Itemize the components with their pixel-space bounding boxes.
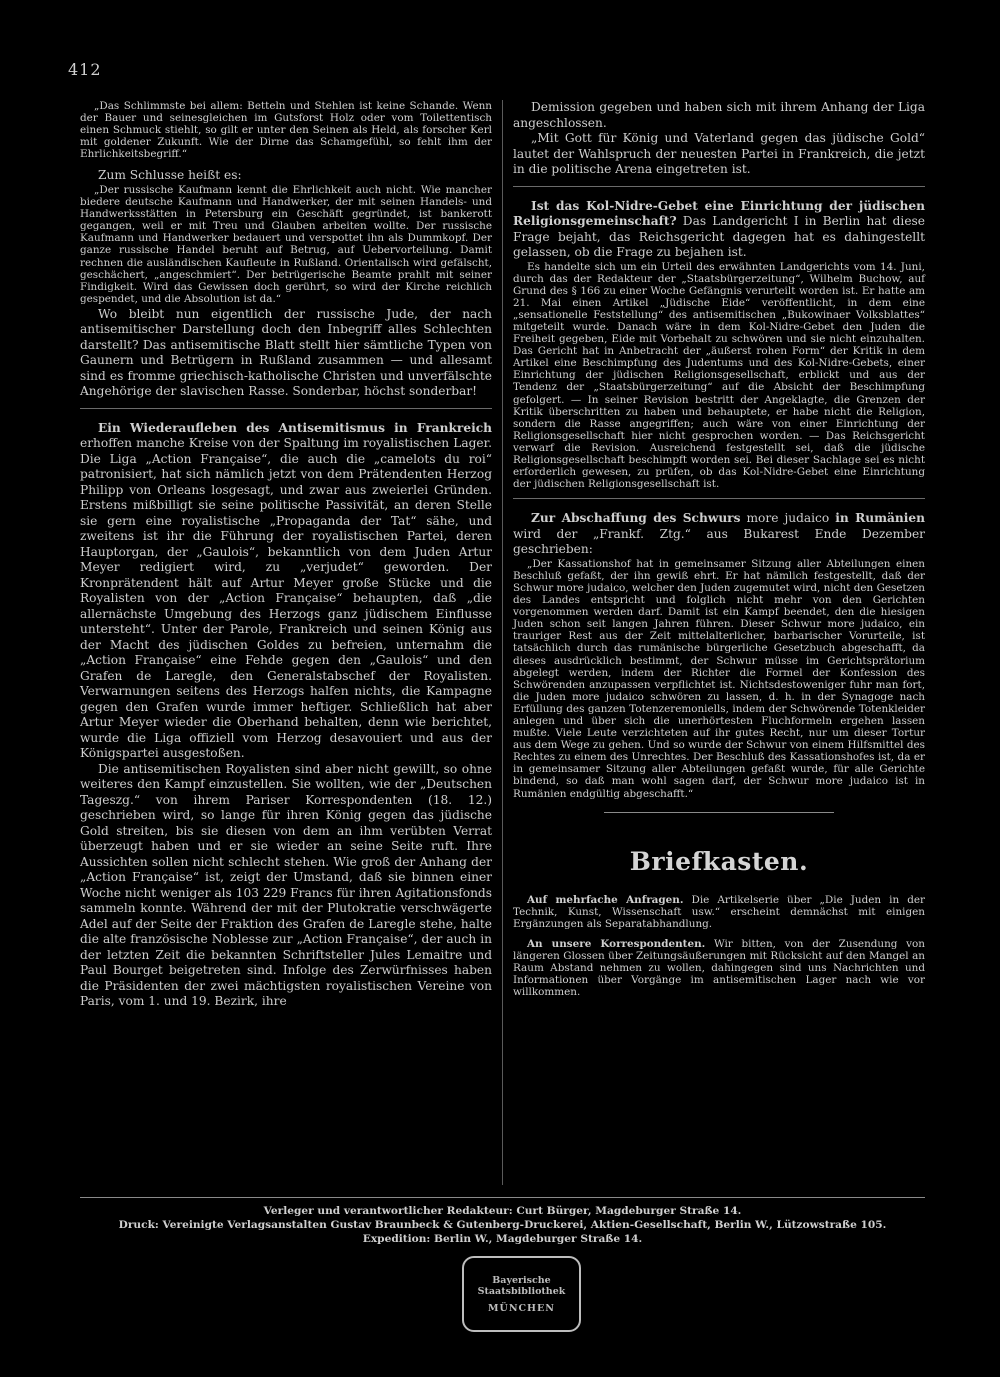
body-paragraph: Zum Schlusse heißt es: <box>98 168 242 183</box>
notice-lead: Auf mehrfache Anfragen. <box>527 893 684 906</box>
library-stamp <box>462 1256 581 1332</box>
article-lead: Zur Abschaffung des Schwurs <box>531 511 741 526</box>
article-text: more judaico <box>740 511 836 526</box>
notice-text: Die Artikelserie über „Die Juden in der Technik, Kunst, Wissenschaft usw.“ erscheint demnächst mit einigen Ergänzungen als Separatabhandlung. <box>513 893 925 930</box>
article-paragraph <box>513 199 925 261</box>
quote-paragraph: „Das Schlimmste bei allem: Betteln und Stehlen ist keine Schande. Wenn der Bauer und seinesgleichen im Gutsforst Holz oder vom Toilettentisch einen Schmuck stiehlt, so gilt er unter den Seinen als Held, als forscher Kerl mit goldener Zukunft. Wie der Dirne das Schamgefühl, so fehlt ihm der Ehrlichkeitsbegriff.“ <box>80 100 492 161</box>
article-text: wird der „Frankf. Ztg.“ aus Bukarest Ende Dezember geschrieben: <box>513 526 925 557</box>
notice-lead: An unsere Korrespondenten. <box>527 937 706 950</box>
imprint-printer: Druck: Vereinigte Verlagsanstalten Gustav Braunbeck & Gutenberg-Druckerei, Aktien-Gesellschaft, Berlin W., Lützowstraße 105. <box>118 1219 887 1231</box>
article-lead: Ist das Kol-Nidre-Gebet eine Einrichtung der jüdischen Religionsgemeinschaft? <box>513 198 925 228</box>
article-text: erhoffen manche Kreise von der Spaltung im royalistischen Lager. Die Liga „Action Française“, die auch die „camelots du roi“ patronisiert, hat sich nämlich jetzt von dem Prätendenten Herzog Philipp von Orleans losgesagt, und zwar aus zweierlei Gründen. Erstens mißbilligt sie seine politische Passivität, an deren Stelle sie gern eine royalistische „Propaganda der Tat“ sähe, und zweitens ist ihr die Führung der royalistischen Partei, deren Hauptorgan, der „Gaulois“, bekanntlich von dem Juden Artur Meyer redigiert wird, zu „verjudet“ geworden. Der Kronprätendent hält auf Artur Meyer große Stücke und die Royalisten von der „Action Française“ behaupten, daß „die allernächste Umgebung des Herzogs ganz jüdischem Einflusse untersteht“. Unter der Parole, Frankreich und seinen König aus der Macht des jüdischen Goldes zu befreien, unternahm die „Action Française“ eine Fehde gegen den „Gaulois“ und den Grafen de Laregle, den Generalstabschef der Royalisten. Verwarnungen seitens des Herzogs halfen nichts, die Kampagne gegen den Grafen wurde immer heftiger. Schließlich hat aber Artur Meyer wieder die Oberhand behalten, denn wie berichtet, wurde die Liga offiziell vom Herzog desavouiert und aus der Königspartei ausgestoßen. <box>80 436 492 761</box>
section-divider <box>604 812 834 813</box>
right-column <box>513 100 925 1000</box>
briefkasten-heading: Briefkasten. <box>629 846 809 876</box>
quote-paragraph: „Der russische Kaufmann kennt die Ehrlichkeit auch nicht. Wie mancher biedere deutsche Kaufmann und Handwerker, der mit seinen Handels- und Handwerksstätten in Petersburg ein Geschäft gegründet, ist bankerott gegangen, weil er mit Treu und Glauben arbeiten wollte. Der russische Kaufmann und Handwerker bedauert und verspottet ihn als Dummkopf. Der ganze russische Handel beruht auf Betrug, auf Uebervorteilung. Damit rechnen die ausländischen Kaufleute in Rußland. Orientalisch wird gefälscht, geschächert, „angeschmiert“. Der betrügerische Beamte prahlt mit seiner Findigkeit. Wird das Gewissen doch gerührt, so wird der Kirche reichlich gespendet, und die Absolution ist da.“ <box>80 183 492 305</box>
article-text: Das Landgericht I in Berlin hat diese Frage bejaht, das Reichsgericht dagegen hat es dahingestellt gelassen, ob die Frage zu bejahen ist. <box>513 214 925 259</box>
body-paragraph: „Mit Gott für König und Vaterland gegen das jüdische Gold“ lautet der Wahlspruch der neuesten Partei in Frankreich, die jetzt in die politische Arena eingetreten ist. <box>513 131 925 176</box>
section-divider <box>513 498 925 499</box>
notice-paragraph <box>513 938 925 998</box>
left-column <box>80 100 492 1010</box>
article-paragraph <box>80 421 492 762</box>
body-paragraph: Die antisemitischen Royalisten sind aber nicht gewillt, so ohne weiteres den Kampf einzustellen. Sie wollten, wie der „Deutschen Tageszg.“ von ihrem Pariser Korrespondenten (18. 12.) geschrieben wird, so lange für ihren König gegen das jüdische Gold streiten, bis sie diesen von dem an ihm verübten Verrat überzeugt haben und er sie wieder an seine Seite ruft. Ihre Aussichten sollen nicht schlecht stehen. Wie groß der Anhang der „Action Française“ ist, zeigt der Umstand, daß sie binnen einer Woche nicht weniger als 103 229 Francs für ihren Agitationsfonds sammeln konnte. Während der mit der Plutokratie verschwägerte Adel auf der Seite der Fraktion des Grafen de Laregle stehe, halte die alte französische Noblesse zur „Action Française“, der auch in der letzten Zeit die bekannten Schriftsteller Jules Lemaitre und Paul Bourget beigetreten sind. Infolge des Zerwürfnisses haben die Präsidenten der zwei mächtigsten royalistischen Vereine von Paris, vom 1. und 19. Bezirk, ihre <box>80 761 492 1009</box>
imprint <box>80 1204 925 1246</box>
stamp-line: MÜNCHEN <box>488 1302 555 1314</box>
imprint-expedition: Expedition: Berlin W., Magdeburger Straße 14. <box>362 1233 643 1245</box>
notice-text: Wir bitten, von der Zusendung von längeren Glossen über Zeitungsäußerungen mit Rücksicht auf den Mangel an Raum Abstand nehmen zu wollen, dahingegen sind uns Nachrichten und Informationen über Vorgänge im antisemitischen Lager nach wie vor willkommen. <box>513 937 925 999</box>
article-lead: Ein Wiederaufleben des Antisemitismus in Frankreich <box>98 420 492 435</box>
body-paragraph: Demission gegeben und haben sich mit ihrem Anhang der Liga angeschlossen. <box>513 100 925 130</box>
section-divider <box>513 186 925 187</box>
notice-paragraph <box>513 894 925 930</box>
article-paragraph <box>513 511 925 558</box>
imprint-publisher: Verleger und verantwortlicher Redakteur: Curt Bürger, Magdeburger Straße 14. <box>263 1205 742 1217</box>
page-number: 412 <box>68 60 102 79</box>
quote-paragraph: Es handelte sich um ein Urteil des erwähnten Landgerichts vom 14. Juni, durch das der Redakteur der „Staatsbürgerzeitung“, Wilhelm Buchow, auf Grund des § 166 zu einer Woche Gefängnis verurteilt worden ist. Er hatte am 21. Mai einen Artikel „Jüdische Eide“ veröffentlicht, in dem eine „sensationelle Feststellung“ des antisemitischen „Bukowinaer Volksblattes“ mitgeteilt wurde. Danach wäre in dem Kol-Nidre-Gebet den Juden die Freiheit gegeben, Eide mit Vorbehalt zu schwören und sie nicht einzuhalten. Das Gericht hat in Anbetracht der „äußerst rohen Form“ der Kritik in dem Artikel eine Beschimpfung des Judentums und des Kol-Nidre-Gebets, einer Einrichtung der jüdischen Religionsgesellschaft, erblickt und aus der Tendenz der „Staatsbürgerzeitung“ auf die Absicht der Beschimpfung gefolgert. — In seiner Revision bestritt der Angeklagte, die Grenzen der Kritik überschritten zu haben und behauptete, er habe nicht die Religion, sondern die Rasse angegriffen; auch wäre von einer Einrichtung der Religionsgesellschaft hier nicht gesprochen worden. — Das Reichsgericht verwarf die Revision. Ausreichend festgestellt sei, daß die jüdische Religionsgesellschaft beschimpft worden sei. Bei dieser Sachlage sei es nicht erforderlich gewesen, zu prüfen, ob das Kol-Nidre-Gebet eine Einrichtung der jüdischen Religionsgesellschaft ist. <box>513 260 925 491</box>
section-divider <box>80 408 492 409</box>
imprint-divider <box>80 1197 925 1198</box>
column-divider <box>502 100 503 1185</box>
body-paragraph: Wo bleibt nun eigentlich der russische Jude, der nach antisemitischer Darstellung doch den Inbegriff alles Schlechten darstellt? Das antisemitische Blatt stellt hier sämtliche Typen von Gaunern und Betrügern in Rußland zusammen — und allesamt sind es fromme griechisch-katholische Christen und unverfälschte Angehörige der slavischen Rasse. Sonderbar, höchst sonderbar! <box>80 306 492 399</box>
quote-paragraph: „Der Kassationshof hat in gemeinsamer Sitzung aller Abteilungen einen Beschluß gefaßt, der ihn gewiß ehrt. Er hat nämlich festgestellt, daß der Schwur more judaico, welcher den Juden zugemutet wird, nicht den Gesetzen des Landes entspricht und folglich nicht mehr von den Gerichten vorgenommen werden darf. Damit ist ein Kampf beendet, den die hiesigen Juden schon seit langen Jahren führen. Dieser Schwur more judaico, ein trauriger Rest aus der Zeit mittelalterlicher, barbarischer Vorurteile, ist tatsächlich durch das rumänische bürgerliche Gesetzbuch abgeschafft, da dieses ausdrücklich bestimmt, der Schwur müsse im Gerichtsprätorium abgelegt werden, indem der Richter die Formel der Konfession des Schwörenden anzupassen verpflichtet ist. Nichtsdestoweniger fuhr man fort, die Juden more judaico schwören zu lassen, d. h. in der Synagoge nach Erfüllung des ganzen Totenzeremoniells, indem der Schwörende Totenkleider anlegen und über sich die unerhörtesten Fluchformeln ergehen lassen mußte. Viele Leute verzichteten auf ihr gutes Recht, nur um dieser Tortur aus dem Wege zu gehen. Und so wurde der Schwur von einem Hilfsmittel des Rechtes zu einem des Unrechtes. Der Beschluß des Kassationshofes ist, da er in gemeinsamer Sitzung aller Abteilungen gefaßt wurde, für alle Gerichte bindend, so daß man wohl sagen darf, der Schwur more judaico ist in Rumänien endgültig abgeschafft.“ <box>513 557 925 800</box>
article-lead: in Rumänien <box>835 511 926 526</box>
stamp-line: Staatsbibliothek <box>477 1285 566 1297</box>
stamp-line: Bayerische <box>492 1274 551 1286</box>
